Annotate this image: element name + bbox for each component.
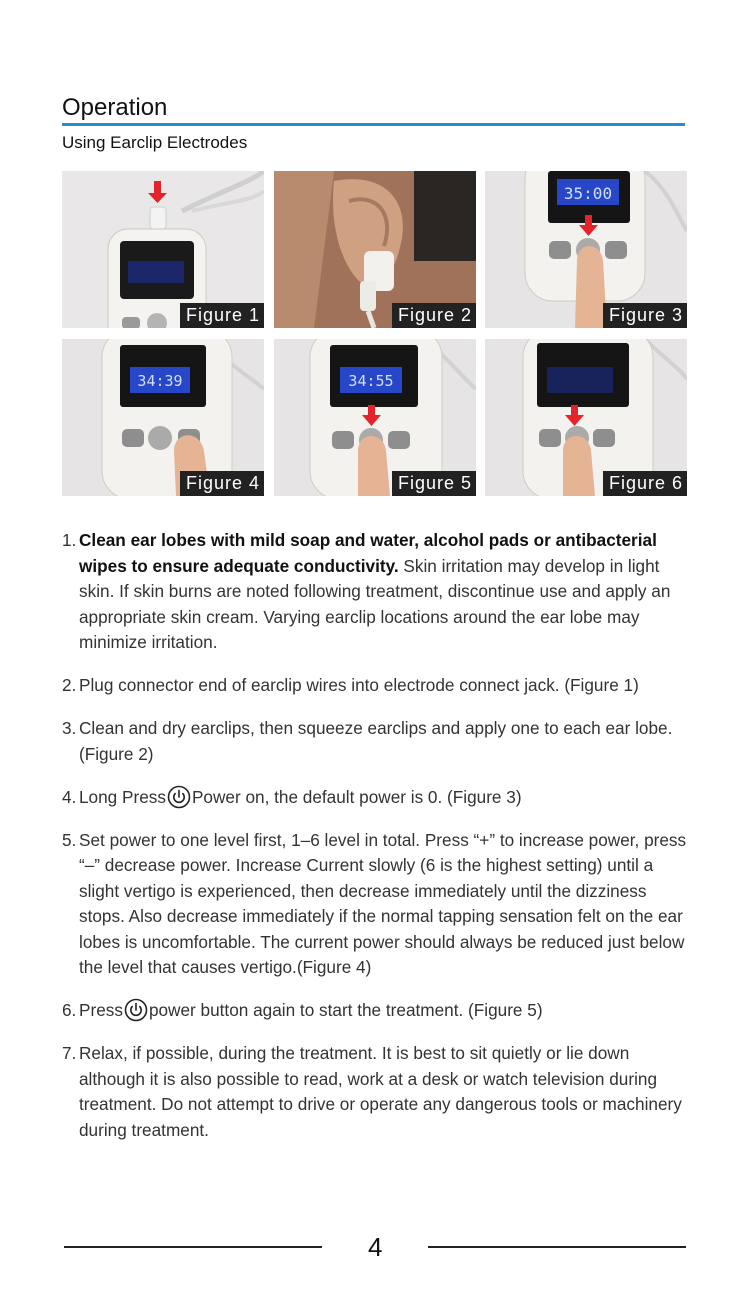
step-number: 5. [62,829,77,850]
step-number: 3. [62,718,77,738]
step-text-pre: Press [79,1000,123,1020]
figure-4 [62,339,264,496]
step-text: Set power to one level first, 1–6 level in total. Press “+” to increase power, press “–” decrease power. Increase Current slowly (6 is the highest setting) until a slight vertigo is experienced, then decrease immediately until the dizziness stops. Also decrease immediately if the normal tapping sensation felt on the ear lobes is uncomfortable. The current power should always be reduced just below the level that causes vertigo.(Figure 4) [79,829,687,977]
step-number: 4. [62,786,77,807]
page-title: Operation [62,94,168,121]
step-4 [62,785,688,811]
figure-label: Figure 2 [392,303,476,328]
step-text-post: power button again to start the treatment. (Figure 5) [148,1000,543,1020]
title-rule [62,123,685,126]
step-text: Skin irritation may develop in light skin. If skin burns are noted following treatment, discontinue use and apply an appropriate skin cream. Varying earclip locations around the ear lobe may minimize irritation. [79,555,671,652]
figure-3 [485,171,687,328]
step-number: 6. [62,1000,77,1020]
step-2 [62,673,688,699]
lcd-readout: 34:55 [348,372,394,390]
figure-label: Figure 3 [603,303,687,328]
step-text: Relax, if possible, during the treatment. It is best to sit quietly or lie down although it is also possible to read, work at a desk or watch television during treatment. Do not attempt to drive or operate any dangerous tools or machinery during treatment. [79,1043,682,1140]
figure-1 [62,171,264,328]
figure-2 [274,171,476,328]
figure-label: Figure 6 [603,471,687,496]
figure-label: Figure 1 [180,303,264,328]
page-number: 4 [368,1232,383,1262]
step-number: 2. [62,675,77,695]
figure-6 [485,339,687,496]
footer-rule-left [64,1246,322,1248]
instruction-list [62,528,688,1161]
step-1 [62,528,688,656]
figure-label: Figure 5 [392,471,476,496]
lcd-readout: 34:39 [137,372,183,390]
step-emphasis: Clean ear lobes with mild soap and water, alcohol pads or antibacterial wipes to ensure adequate conductivity. [79,530,657,576]
step-text-post: Power on, the default power is 0. (Figure 3) [191,786,522,807]
power-icon [167,785,191,809]
step-text-pre: Long Press [79,786,166,807]
step-7 [62,1041,688,1143]
step-text: Clean and dry earclips, then squeeze earclips and apply one to each ear lobe. (Figure 2) [79,718,673,764]
section-subtitle: Using Earclip Electrodes [62,133,248,152]
power-icon [124,998,148,1022]
figure-label: Figure 4 [180,471,264,496]
step-5 [62,828,688,981]
step-3 [62,716,688,767]
lcd-readout: 35:00 [563,184,613,203]
step-number: 7. [62,1043,77,1063]
footer-rule-right [428,1246,686,1248]
step-number: 1. [62,530,77,550]
step-text: Plug connector end of earclip wires into electrode connect jack. (Figure 1) [79,675,639,695]
figure-5 [274,339,476,496]
step-6 [62,998,688,1024]
